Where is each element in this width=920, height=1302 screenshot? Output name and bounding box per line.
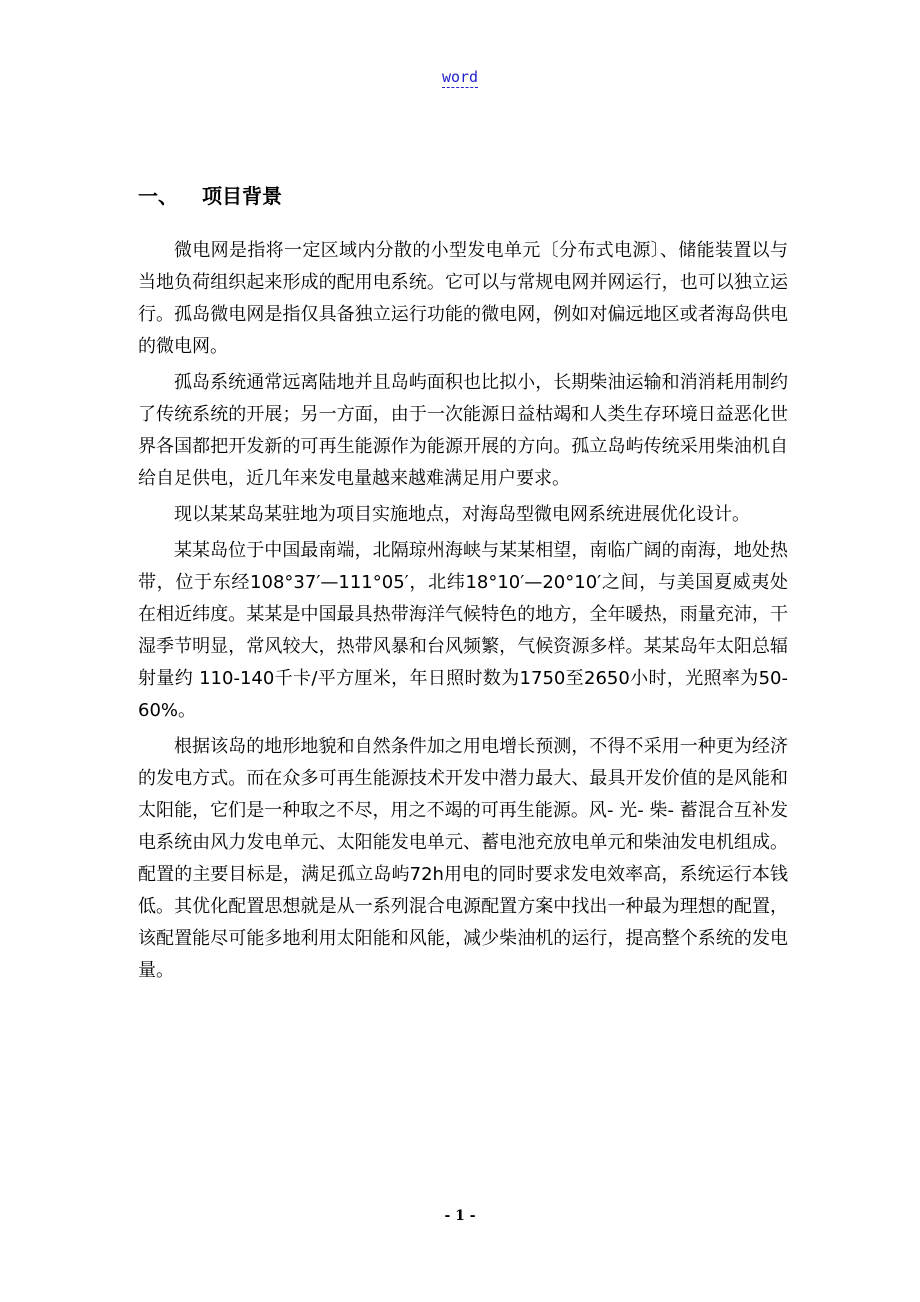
section-number: 一、 [138,184,178,208]
header-word-link[interactable] [0,68,920,86]
paragraph: 孤岛系统通常远离陆地并且岛屿面积也比拟小，长期柴油运输和消消耗用制约了传统系统的开展；另一方面，由于一次能源日益枯竭和人类生存环境日益恶化世界各国都把开发新的可再生能源作为能源开展的方向。孤立岛屿传统采用柴油机自给自足供电，近几年来发电量越来越难满足用户要求。 [138,372,788,489]
section-heading [138,180,282,209]
section-title: 项目背景 [202,184,282,208]
paragraph: 根据该岛的地形地貌和自然条件加之用电增长预测，不得不采用一种更为经济的发电方式。而在众多可再生能源技术开发中潜力最大、最具开发价值的是风能和太阳能，它们是一种取之不尽，用之不竭的可再生能源。风- 光- 柴- 蓄混合互补发电系统由风力发电单元、太阳能发电单元、蓄电池充放电单元和柴油发电机组成。配置的主要目标是，满足孤立岛屿72h用电的同时要求发电效率高，系统运行本钱低。其优化配置思想就是从一系列混合电源配置方案中找出一种最为理想的配置，该配置能尽可能多地利用太阳能和风能，减少柴油机的运行，提高整个系统的发电量。 [138,736,788,981]
paragraph: 某某岛位于中国最南端，北隔琼州海峡与某某相望，南临广阔的南海，地处热带，位于东经108°37′—111°05′，北纬18°10′—20°10′之间，与美国夏威夷处在相近纬度。某某是中国最具热带海洋气候特色的地方，全年暖热，雨量充沛，干湿季节明显，常风较大，热带风暴和台风频繁，气候资源多样。某某岛年太阳总辐射量约 110-140千卡/平方厘米，年日照时数为1750至2650小时，光照率为50- 60%。 [138,540,788,721]
page-number: - 1 - [444,1208,476,1224]
paragraph: 微电网是指将一定区域内分散的小型发电单元〔分布式电源〕、储能装置以与当地负荷组织起来形成的配用电系统。它可以与常规电网并网运行，也可以独立运行。孤岛微电网是指仅具备独立运行功能的微电网，例如对偏远地区或者海岛供电的微电网。 [138,240,788,357]
header-link-text[interactable]: word [441,68,479,86]
paragraph: 现以某某岛某驻地为项目实施地点，对海岛型微电网系统进展优化设计。 [174,504,750,525]
body-content [138,235,788,991]
